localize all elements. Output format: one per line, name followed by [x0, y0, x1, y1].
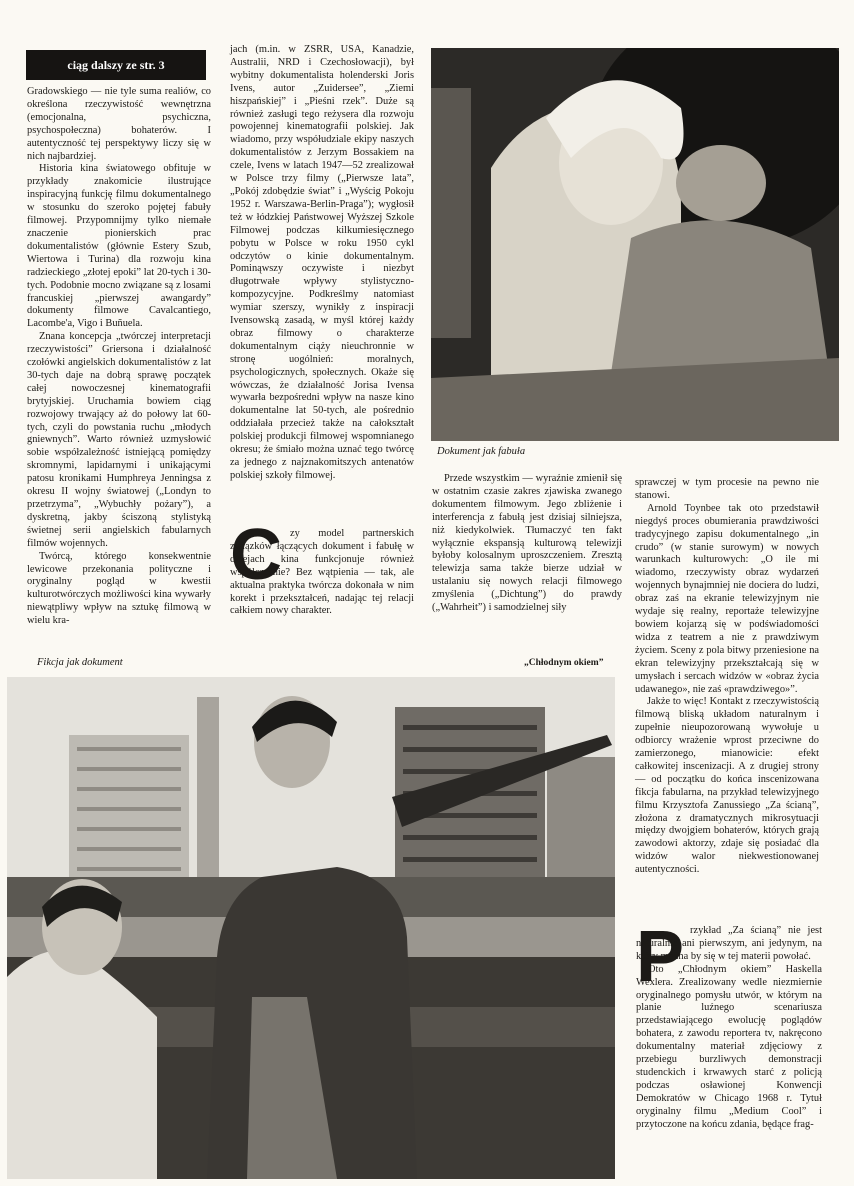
paragraph: sprawczej w tym procesie na pewno nie stanowi.: [635, 477, 819, 501]
paragraph: zy model partnerskich związków łączących dokument i fabułę w dziejach kina funkcjonuje również współcześnie? Bez wątpienia — tak, ale aktualna praktyka twórcza dokonała w nim korekt i przekształceń, nadając tej relacji całkiem nowy charakter.: [230, 528, 414, 617]
paragraph: jach (m.in. w ZSRR, USA, Kanadzie, Australii, NRD i Czechosłowacji), był wybitny dokumentalista holenderski Joris Ivens, autor „Zuidersee”, „Ziemi hiszpańskiej” i „Pieśni rzek”. Duże są również zasługi tego reżysera dla rozwoju powojennej kinematografii polskiej. Jak wiadomo, przy współudziale ekipy naszych dokumentalistów z Jerzym Bossakiem na czele, Ivens w latach 1947—52 zrealizował w Polsce trzy filmy („Pierwsze lata”, „Pokój zdobędzie świat” i „Wyścig Pokoju 1952 r. Warszawa-Berlin-Praga”); wygłosił też w łódzkiej Państwowej Wyższej Szkole Filmowej podczas kilkumiesięcznego pobytu w Polsce w roku 1950 cykl odczytów o kinie dokumentalnym. Pominąwszy oczywiste i niezbyt długotrwałe wpływy stylistyczno-kompozycyjne. Podkreślmy natomiast wymiar szerszy, wynikły z inspiracji Ivensowską zasadą, w myśl której każdy obraz filmowy o charakterze dokumentalnym ciąży nieuchronnie w stronę uogólnień: moralnych, psychologicznych, społecznych. Okaże się wówczas, że działalność Jorisa Ivensa wywarła bezpośredni wpływ na nasze kino dokumentalne lat 50-tych, ale pośrednio oddziałała przecież także na całokształt polskiej produkcji filmowej wspomnianego okresu; że śmiało można uznać tego twórcę za jednego z najznakomitszych antenatów polskiej szkoły filmowej.: [230, 44, 414, 481]
photo-boy-and-man-on-rooftop: [7, 677, 615, 1179]
caption-bottom-right: „Chłodnym okiem”: [524, 658, 604, 668]
paragraph: Historia kina światowego obfituje w przykłady znakomicie ilustrujące inspiracyjną funkcję filmu dokumentalnego w stosunku do szeroko pojętej fabuły filmowej. Przypomnijmy tylko niemałe znaczenie pionierskich prac dokumentalistów (głównie Estery Szub, Wiertowa i Turina) dla rozwoju kina radzieckiego „złotej epoki” lat 20-tych i 30-tych. Podobnie mocno związane są z losami francuskiej „pierwszej awangardy” dokumenty filmowe Cavalcantiego, Lacombe'a, Vigo i Buñuela.: [27, 163, 211, 330]
article-column-3: [432, 473, 622, 615]
paragraph: Jakże to więc! Kontakt z rzeczywistością filmową bliską układom naturalnym i zupełnie nieupozorowaną wywołuje u odbiorcy wrażenie wprost przeciwne do zamierzonego, mianowicie: efekt całkowitej inscenizacji. A z drugiej strony — od początku do końca inscenizowana fikcja fabularna, na przykład telewizyjnego filmu Krzysztofa Zanussiego „Za ścianą”, złożona z dramatycznych mikrosytuacji między dwojgiem bohaterów, których grają zawodowi aktorzy, zdaje się posiadać dla widzów walor niekwestionowanej autentyczności.: [635, 696, 819, 876]
article-column-4: [635, 477, 819, 877]
paragraph: Gradowskiego — nie tyle suma realiów, co określona rzeczywistość wewnętrzna (emocjonalna, psychiczna, psychospołeczna) bohaterów. I autentyczność tej perspektywy liczy się w nich najbardziej.: [27, 86, 211, 162]
article-column-1: [27, 86, 211, 628]
paragraph-c: [230, 528, 414, 618]
paragraph: rzykład „Za ścianą” nie jest naturalnie ani pierwszym, ani jedynym, na który można by się w tej materii powołać.: [636, 925, 822, 962]
paragraph-p: [636, 917, 822, 1132]
paragraph: Twórcą, którego konsekwentnie lewicowe przekonania polityczne i oryginalny pogląd w kwestii kulturotwórczych możliwości kina wywarły niewątpliwy wpływ na sztukę filmową w wielu kra-: [27, 550, 211, 627]
caption-bottom-left: Fikcja jak dokument: [37, 657, 123, 668]
photo-illustration: [431, 48, 839, 441]
paragraph: Przede wszystkim — wyraźnie zmienił się w ostatnim czasie zakres zjawiska zwanego dokumentem filmowym. Jego zbliżenie i interferencja z fabułą jest dzisiaj silniejsza, niż kiedykolwiek. Tłumaczyć ten fakt wyłącznie ekspansją kulturową telewizji byłoby kolosalnym uproszczeniem. Zresztą telewizja sama także bierze udział w ustalaniu się nowych relacji filmowego zmyślenia („Dichtung”) do prawdy („Wahrheit”) i samodzielnej siły: [432, 473, 622, 614]
paragraph: Oto „Chłodnym okiem” Haskella Wexlera. Zrealizowany wedle niezmiernie oryginalnego pomysłu utwór, w którym na planie luźnego scenariusza przedstawiającego ewolucję poglądów bohatera, z zawodu reportera tv, nakręcono dokumentalny materiał zdjęciowy z przebiegu burzliwych demonstracji studenckich i krwawych starć z policją podczas osławionej Konwencji Demokratów w Chicago 1968 r. Tytuł oryginalny filmu „Medium Cool” i przytoczone na końcu zdania, będące frag-: [636, 963, 822, 1130]
drop-cap-p: P: [636, 917, 685, 997]
photo-smiling-woman: [431, 48, 839, 441]
photo-illustration: [7, 677, 615, 1179]
drop-cap-c: C: [230, 515, 282, 595]
continuation-banner: ciąg dalszy ze str. 3: [26, 50, 206, 80]
paragraph: Arnold Toynbee tak oto przedstawił niegdyś proces obumierania prawdziwości tradycyjnego zapisu dokumentalnego „in crudo” (w stanie surowym) w nowych warunkach kulturowych: „O ile mi wiadomo, rzeczywisty obraz wydarzeń wojennych bynajmniej nie dociera do ludzi, obraz zaś na ekranie telewizyjnym nie wydaje się realny, reportaże telewizyjne bowiem kojarzą się w podświadomości widza z teatrem a nie z prawdziwym życiem. Sceny z pola bitwy przeniesione na ekran telewizyjny przekształcają się w umysłach i sercach widzów w «obraz życia udawanego», nie zaś «prawdziwego»”.: [635, 502, 819, 695]
paragraph: Znana koncepcja „twórczej interpretacji rzeczywistości” Griersona i działalność czołówki angielskich dokumentalistów z lat 30-tych daje na dobrą sprawę początek całej nowoczesnej kinematografii brytyjskiej. Uruchamia bowiem ciąg rozwojowy trwający aż do połowy lat 60-tych, czyli do powstania ruchu „młodych gniewnych”. Warto również uzmysłowić sobie współzależność istniejącą pomiędzy skromnymi, lapidarnymi i unikającymi patosu kronikami Humphreya Jenningsa z okresu II wojny światowej („Londyn to przetrzyma”, „Wybuchły pożary”), a dyskretną, jakby ściszoną stylistyką świetnej serii angielskich fabularnych filmów wojennych.: [27, 331, 211, 549]
article-column-2: [230, 44, 414, 483]
caption-top-photo: Dokument jak fabuła: [437, 446, 526, 457]
